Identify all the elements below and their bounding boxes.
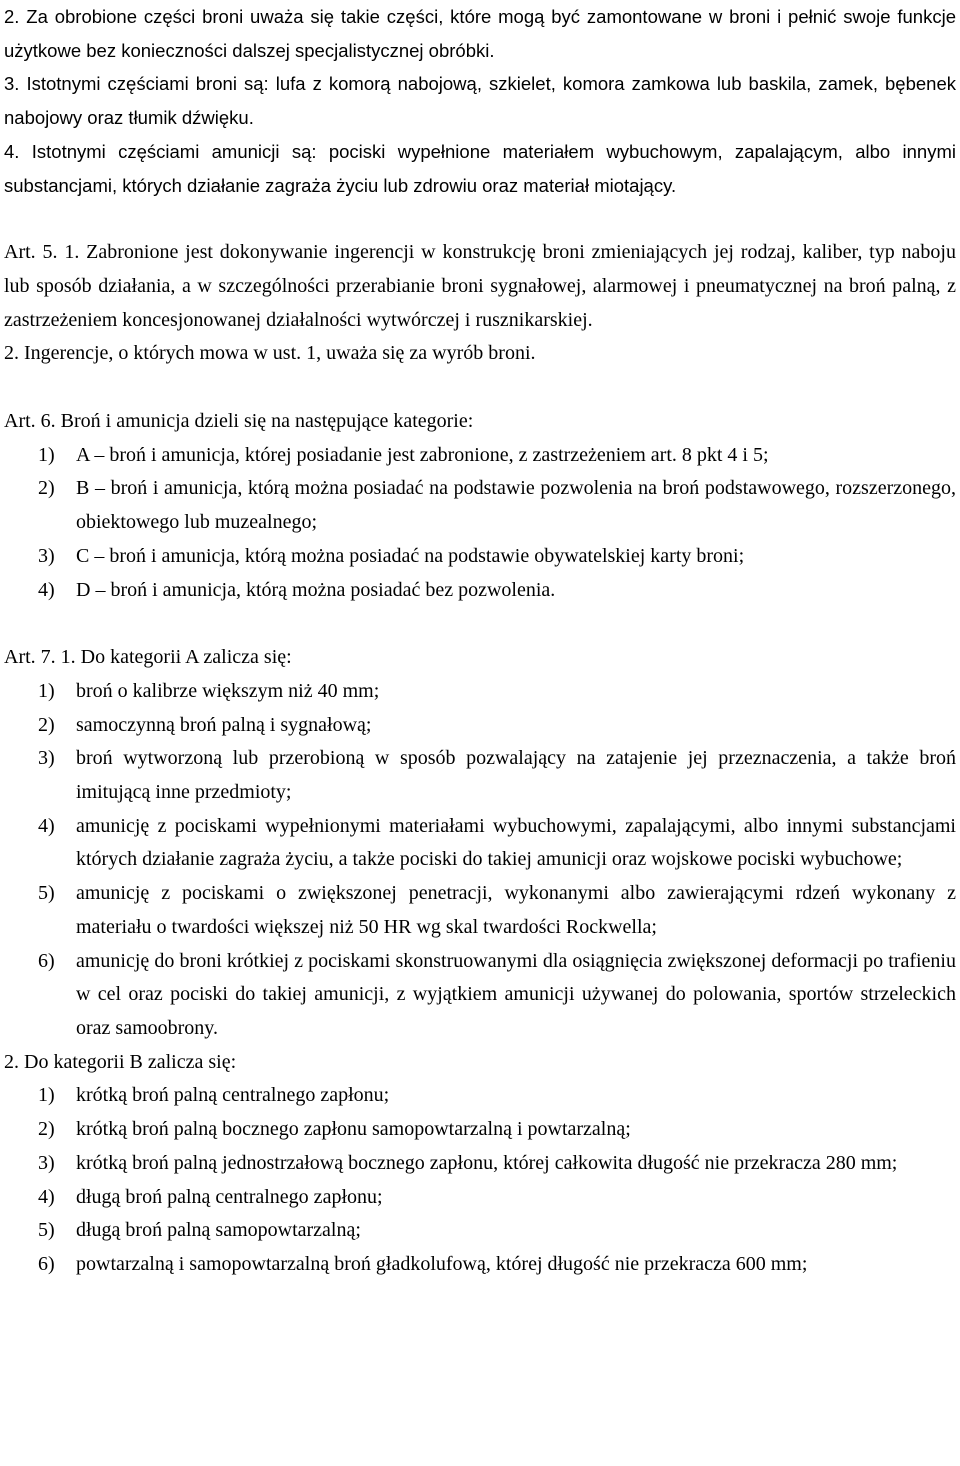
spacer	[4, 607, 956, 641]
art7-category-a-list	[4, 675, 956, 1046]
art7-intro: Art. 7. 1. Do kategorii A zalicza się:	[4, 646, 292, 669]
list-item	[4, 945, 956, 1046]
art6-list	[4, 439, 956, 608]
list-item	[4, 877, 956, 944]
list-number: 5)	[38, 1219, 55, 1242]
list-item	[4, 709, 956, 743]
list-item	[4, 1147, 956, 1181]
list-text: D – broń i amunicja, którą można posiadać bez pozwolenia.	[76, 578, 556, 601]
list-number: 3)	[38, 544, 55, 567]
list-text: długą broń palną samopowtarzalną;	[76, 1219, 361, 1242]
list-item	[4, 1181, 956, 1215]
list-number: 5)	[38, 882, 55, 905]
list-number: 6)	[38, 1252, 55, 1275]
paragraph-4: 4. Istotnymi częściami amunicji są: pociski wypełnione materiałem wybuchowym, zapalającym, albo innymi substancjami, których działanie zagraża życiu lub zdrowiu oraz materiał miotający.	[4, 140, 956, 196]
list-text: amunicję do broni krótkiej z pociskami skonstruowanymi dla osiągnięcia zwiększonej deformacji po trafieniu w cel oraz pociski do takiej amunicji, z wyjątkiem amunicji używanej do polowania, sportów strzeleckich oraz samoobrony.	[76, 949, 956, 1039]
list-number: 1)	[38, 1084, 55, 1107]
list-text: B – broń i amunicja, którą można posiadać na podstawie pozwolenia na broń podstawowego, rozszerzonego, obiektowego lub muzealnego;	[76, 477, 956, 534]
list-number: 2)	[38, 1118, 55, 1141]
list-text: C – broń i amunicja, którą można posiadać na podstawie obywatelskiej karty broni;	[76, 544, 745, 567]
list-number: 4)	[38, 1185, 55, 1208]
list-item	[4, 810, 956, 877]
art5-paragraph-1: Art. 5. 1. Zabronione jest dokonywanie ingerencji w konstrukcję broni zmieniających jej rodzaj, kaliber, typ naboju lub sposób działania, a w szczególności przerabianie broni sygnałowej, alarmowej i pneumatycznej na broń palną, z zastrzeżeniem koncesjonowanej działalności wytwórczej i rusznikarskiej.	[4, 241, 956, 331]
list-item	[4, 675, 956, 709]
list-item	[4, 439, 956, 473]
paragraph-2: 2. Za obrobione części broni uważa się takie części, które mogą być zamontowane w broni i pełnić swoje funkcje użytkowe bez konieczności dalszej specjalistycznej obróbki.	[4, 6, 956, 61]
list-item	[4, 540, 956, 574]
list-text: długą broń palną centralnego zapłonu;	[76, 1185, 383, 1208]
list-text: A – broń i amunicja, której posiadanie jest zabronione, z zastrzeżeniem art. 8 pkt 4 i 5;	[76, 443, 769, 466]
spacer	[4, 371, 956, 405]
list-number: 6)	[38, 949, 55, 972]
list-number: 1)	[38, 443, 55, 466]
list-item	[4, 472, 956, 539]
list-text: powtarzalną i samopowtarzalną broń gładkolufową, której długość nie przekracza 600 mm;	[76, 1252, 808, 1275]
list-item	[4, 1113, 956, 1147]
list-text: broń o kalibrze większym niż 40 mm;	[76, 679, 380, 702]
list-text: amunicję z pociskami o zwiększonej penetracji, wykonanymi albo zawierającymi rdzeń wykonany z materiału o twardości większej niż 50 HR wg skal twardości Rockwella;	[76, 882, 956, 938]
art5-paragraph-2: 2. Ingerencje, o których mowa w ust. 1, uważa się za wyrób broni.	[4, 342, 536, 365]
spacer	[4, 202, 956, 236]
list-text: samoczynną broń palną i sygnałową;	[76, 713, 372, 736]
list-number: 1)	[38, 679, 55, 702]
list-text: krótką broń palną bocznego zapłonu samopowtarzalną i powtarzalną;	[76, 1118, 631, 1141]
list-text: krótką broń palną centralnego zapłonu;	[76, 1084, 390, 1107]
list-number: 2)	[38, 713, 55, 736]
list-item	[4, 574, 956, 608]
paragraph-3: 3. Istotnymi częściami broni są: lufa z komorą nabojową, szkielet, komora zamkowa lub baskila, zamek, bębenek nabojowy oraz tłumik dźwięku.	[4, 73, 956, 129]
art7-category-b-list	[4, 1079, 956, 1281]
art6-intro: Art. 6. Broń i amunicja dzieli się na następujące kategorie:	[4, 410, 474, 433]
list-text: krótką broń palną jednostrzałową bocznego zapłonu, której całkowita długość nie przekracza 280 mm;	[76, 1151, 898, 1174]
list-text: amunicję z pociskami wypełnionymi materiałami wybuchowymi, zapalającymi, albo innymi substancjami których działanie zagraża życiu, a także pociski do takiej amunicji oraz wojskowe pociski wybuchowe;	[76, 814, 956, 871]
list-item	[4, 1248, 956, 1282]
list-item	[4, 742, 956, 809]
list-number: 3)	[38, 747, 55, 770]
list-number: 4)	[38, 814, 55, 837]
list-item	[4, 1079, 956, 1113]
list-text: broń wytworzoną lub przerobioną w sposób pozwalający na zatajenie jej przeznaczenia, a także broń imitującą inne przedmioty;	[76, 747, 956, 804]
list-item	[4, 1214, 956, 1248]
list-number: 2)	[38, 477, 55, 500]
list-number: 3)	[38, 1151, 55, 1174]
art7-paragraph-2-intro: 2. Do kategorii B zalicza się:	[4, 1050, 237, 1073]
list-number: 4)	[38, 578, 55, 601]
